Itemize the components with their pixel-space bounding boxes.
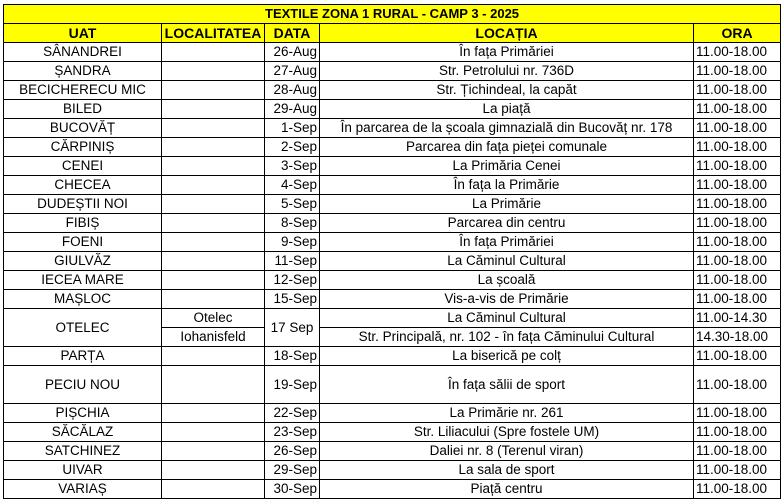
cell-locatia: La piață — [320, 100, 694, 119]
cell-ora: 11.00-18.00 — [694, 461, 781, 480]
cell-uat: UIVAR — [4, 461, 162, 480]
table-row — [4, 214, 781, 233]
cell-ora: 11.00-18.00 — [694, 195, 781, 214]
cell-data: 26-Aug — [265, 43, 320, 62]
cell-localitatea — [162, 347, 265, 366]
cell-ora: 11.00-18.00 — [694, 100, 781, 119]
table-row — [4, 195, 781, 214]
cell-localitatea — [162, 195, 265, 214]
cell-uat: CĂRPINIȘ — [4, 138, 162, 157]
cell-localitatea — [162, 176, 265, 195]
cell-uat: OTELEC — [4, 309, 162, 347]
cell-locatia: La biserică pe colț — [320, 347, 694, 366]
cell-ora: 11.00-18.00 — [694, 138, 781, 157]
cell-locatia: Parcarea din fața pieței comunale — [320, 138, 694, 157]
cell-localitatea — [162, 214, 265, 233]
table-row — [4, 233, 781, 252]
cell-data: 9-Sep — [265, 233, 320, 252]
table-body — [4, 43, 781, 499]
table-row — [4, 81, 781, 100]
table-title: TEXTILE ZONA 1 RURAL - CAMP 3 - 2025 — [4, 5, 781, 24]
cell-data: 3-Sep — [265, 157, 320, 176]
cell-locatia: La Căminul Cultural — [320, 309, 694, 328]
cell-locatia: În parcarea de la școala gimnazială din Bucovăț nr. 178 — [320, 119, 694, 138]
table-row — [4, 252, 781, 271]
table-row — [4, 100, 781, 119]
cell-data: 12-Sep — [265, 271, 320, 290]
cell-localitatea — [162, 62, 265, 81]
table-row — [4, 138, 781, 157]
cell-localitatea — [162, 138, 265, 157]
table-row — [4, 461, 781, 480]
cell-locatia: Str. Principală, nr. 102 - în fața Căminului Cultural — [320, 328, 694, 347]
cell-locatia: La Primărie nr. 261 — [320, 404, 694, 423]
cell-ora: 11.00-18.00 — [694, 252, 781, 271]
cell-data: 8-Sep — [265, 214, 320, 233]
cell-localitatea — [162, 81, 265, 100]
cell-data: 19-Sep — [265, 366, 320, 404]
header-locatia: LOCAȚIA — [320, 24, 694, 43]
cell-data: 26-Sep — [265, 442, 320, 461]
header-data: DATA — [265, 24, 320, 43]
cell-uat: CENEI — [4, 157, 162, 176]
table-row — [4, 43, 781, 62]
cell-uat: VARIAȘ — [4, 480, 162, 499]
cell-ora: 11.00-18.00 — [694, 366, 781, 404]
cell-locatia: La Primăria Cenei — [320, 157, 694, 176]
cell-localitatea — [162, 43, 265, 62]
cell-data: 1-Sep — [265, 119, 320, 138]
cell-data: 30-Sep — [265, 480, 320, 499]
cell-data: 29-Aug — [265, 100, 320, 119]
cell-uat: CHECEA — [4, 176, 162, 195]
table-row — [4, 480, 781, 499]
cell-uat: SATCHINEZ — [4, 442, 162, 461]
table-row — [4, 442, 781, 461]
table-row — [4, 176, 781, 195]
table-row — [4, 290, 781, 309]
header-ora: ORA — [694, 24, 781, 43]
cell-localitatea — [162, 252, 265, 271]
cell-localitatea: Iohanisfeld — [162, 328, 265, 347]
cell-ora: 11.00-18.00 — [694, 62, 781, 81]
cell-uat: IECEA MARE — [4, 271, 162, 290]
cell-uat: MAȘLOC — [4, 290, 162, 309]
cell-locatia: La școală — [320, 271, 694, 290]
cell-localitatea — [162, 480, 265, 499]
cell-localitatea — [162, 461, 265, 480]
cell-ora: 14.30-18.00 — [694, 328, 781, 347]
header-localitatea: LOCALITATEA — [162, 24, 265, 43]
cell-ora: 11.00-18.00 — [694, 442, 781, 461]
cell-locatia: În fața la Primărie — [320, 176, 694, 195]
cell-locatia: Piață centru — [320, 480, 694, 499]
cell-ora: 11.00-18.00 — [694, 423, 781, 442]
cell-localitatea — [162, 366, 265, 404]
schedule-table — [3, 4, 781, 499]
cell-locatia: Vis-a-vis de Primărie — [320, 290, 694, 309]
cell-data: 28-Aug — [265, 81, 320, 100]
cell-localitatea — [162, 119, 265, 138]
table-row — [4, 366, 781, 404]
table-row — [4, 404, 781, 423]
cell-ora: 11.00-14.30 — [694, 309, 781, 328]
cell-localitatea — [162, 290, 265, 309]
cell-localitatea — [162, 233, 265, 252]
table-row — [4, 119, 781, 138]
table-row — [4, 271, 781, 290]
table-row — [4, 157, 781, 176]
cell-locatia: În fața Primăriei — [320, 43, 694, 62]
table-row — [4, 347, 781, 366]
cell-uat: DUDEȘTII NOI — [4, 195, 162, 214]
cell-ora: 11.00-18.00 — [694, 290, 781, 309]
cell-ora: 11.00-18.00 — [694, 43, 781, 62]
cell-uat: BUCOVĂȚ — [4, 119, 162, 138]
cell-localitatea — [162, 100, 265, 119]
cell-ora: 11.00-18.00 — [694, 176, 781, 195]
cell-data: 2-Sep — [265, 138, 320, 157]
cell-data: 4-Sep — [265, 176, 320, 195]
header-uat: UAT — [4, 24, 162, 43]
cell-locatia: La Căminul Cultural — [320, 252, 694, 271]
cell-ora: 11.00-18.00 — [694, 81, 781, 100]
cell-uat: SÂNANDREI — [4, 43, 162, 62]
cell-ora: 11.00-18.00 — [694, 271, 781, 290]
cell-localitatea — [162, 157, 265, 176]
cell-ora: 11.00-18.00 — [694, 404, 781, 423]
cell-uat: PARȚA — [4, 347, 162, 366]
cell-locatia: Str. Liliacului (Spre fostele UM) — [320, 423, 694, 442]
cell-ora: 11.00-18.00 — [694, 233, 781, 252]
cell-locatia: Str. Petrolului nr. 736D — [320, 62, 694, 81]
cell-data: 27-Aug — [265, 62, 320, 81]
cell-locatia: Str. Țichindeal, la capăt — [320, 81, 694, 100]
cell-ora: 11.00-18.00 — [694, 214, 781, 233]
table-row — [4, 309, 781, 328]
cell-ora: 11.00-18.00 — [694, 157, 781, 176]
cell-uat: FOENI — [4, 233, 162, 252]
cell-data: 29-Sep — [265, 461, 320, 480]
table-row — [4, 423, 781, 442]
cell-locatia: În fața Primăriei — [320, 233, 694, 252]
cell-locatia: În fața sălii de sport — [320, 366, 694, 404]
cell-ora: 11.00-18.00 — [694, 347, 781, 366]
cell-data: 22-Sep — [265, 404, 320, 423]
cell-data: 18-Sep — [265, 347, 320, 366]
cell-uat: SĂCĂLAZ — [4, 423, 162, 442]
cell-localitatea — [162, 271, 265, 290]
cell-data: 17 Sep — [265, 309, 320, 347]
cell-localitatea — [162, 404, 265, 423]
cell-ora: 11.00-18.00 — [694, 480, 781, 499]
cell-locatia: La Primărie — [320, 195, 694, 214]
cell-ora: 11.00-18.00 — [694, 119, 781, 138]
cell-uat: ȘANDRA — [4, 62, 162, 81]
cell-localitatea — [162, 442, 265, 461]
cell-uat: PIȘCHIA — [4, 404, 162, 423]
cell-locatia: Daliei nr. 8 (Terenul viran) — [320, 442, 694, 461]
cell-data: 11-Sep — [265, 252, 320, 271]
cell-data: 15-Sep — [265, 290, 320, 309]
cell-uat: FIBIȘ — [4, 214, 162, 233]
cell-uat: BILED — [4, 100, 162, 119]
table-row — [4, 62, 781, 81]
cell-uat: BECICHERECU MIC — [4, 81, 162, 100]
cell-data: 5-Sep — [265, 195, 320, 214]
cell-localitatea — [162, 423, 265, 442]
cell-data: 23-Sep — [265, 423, 320, 442]
cell-uat: PECIU NOU — [4, 366, 162, 404]
cell-locatia: La sala de sport — [320, 461, 694, 480]
cell-uat: GIULVĂZ — [4, 252, 162, 271]
cell-locatia: Parcarea din centru — [320, 214, 694, 233]
cell-localitatea: Otelec — [162, 309, 265, 328]
